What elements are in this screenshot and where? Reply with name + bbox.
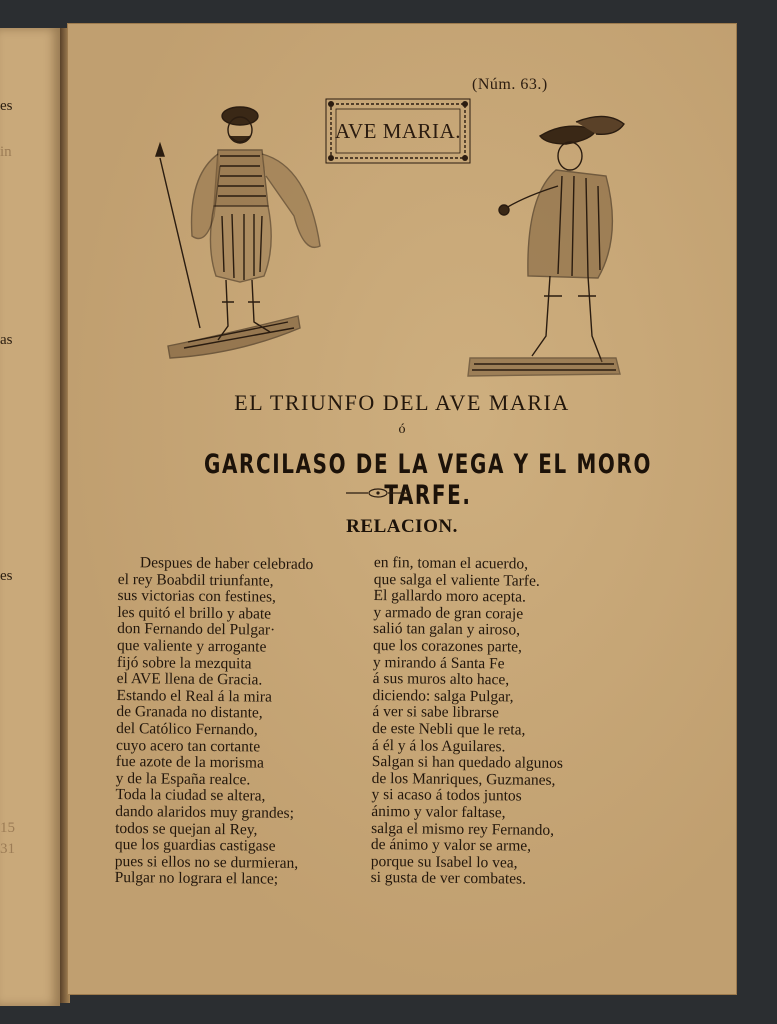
cartouche-label: AVE MARIA. xyxy=(335,118,461,143)
ornament-divider-icon xyxy=(344,486,412,500)
poem-line: diciendo: salga Pulgar, xyxy=(372,686,514,706)
poem-line: Toda la ciudad se altera, xyxy=(115,786,266,805)
poem-line: Salgan si han quedado algunos xyxy=(371,753,564,773)
poem-line: que valiente y arrogante xyxy=(116,636,267,656)
document-page xyxy=(68,24,736,994)
poem-line: Pulgar no lograra el lance; xyxy=(114,869,279,888)
poem-line: fijó sobre la mezquita xyxy=(116,653,252,672)
facing-page-fragment: in xyxy=(0,144,12,160)
facing-page-fragment: 15 xyxy=(0,820,15,836)
title-conjunction: ó xyxy=(398,422,406,437)
poem-line: de ánimo y valor se arme, xyxy=(370,836,532,855)
poem-line: todos se quejan al Rey, xyxy=(115,819,258,838)
poem-line: salga el mismo rey Fernando, xyxy=(371,819,555,839)
facing-page-fragment: as xyxy=(0,332,13,348)
poem-line: de los Manriques, Guzmanes, xyxy=(371,769,556,789)
poem-line: que los corazones parte, xyxy=(372,636,523,656)
knight-illustration-icon xyxy=(466,106,636,386)
poem-line: el AVE llena de Gracia. xyxy=(116,670,263,689)
section-heading: RELACION. xyxy=(346,516,458,537)
poem-line: en fin, toman el acuerdo, xyxy=(373,554,529,573)
warrior-illustration-icon xyxy=(148,96,328,366)
ave-maria-cartouche xyxy=(323,96,473,166)
facing-page-fragment: 31 xyxy=(0,841,15,857)
poem-line: salió tan galan y airoso, xyxy=(373,620,521,639)
poem-line: de Granada no distante, xyxy=(116,703,263,722)
issue-number: (Núm. 63.) xyxy=(472,76,548,93)
poem-line: pues si ellos no se durmieran, xyxy=(114,852,299,872)
poem-line: que salga el valiente Tarfe. xyxy=(373,570,540,590)
poem-line: les quitó el brillo y abate xyxy=(117,603,272,623)
poem-line: ánimo y valor faltase, xyxy=(371,802,506,822)
poem-line: que los guardias castigase xyxy=(114,836,276,855)
poem-line: á él y á los Aguilares. xyxy=(371,736,506,755)
facing-page-fragment: es xyxy=(0,568,13,584)
poem-line: de este Nebli que le reta, xyxy=(372,719,526,739)
poem-line: dando alaridos muy grandes; xyxy=(115,802,295,822)
poem-left-column xyxy=(115,555,314,889)
poem-line: y de la España realce. xyxy=(115,769,251,789)
poem-line: El gallardo moro acepta. xyxy=(373,587,527,606)
poem-line: si gusta de ver combates. xyxy=(370,869,527,888)
poem-line: á ver si sabe librarse xyxy=(372,703,499,722)
poem-line: y mirando á Santa Fe xyxy=(372,653,505,672)
poem-line: sus victorias con festines, xyxy=(117,587,277,606)
spanish-knight-woodcut xyxy=(466,106,636,386)
poem-line: y armado de gran coraje xyxy=(373,603,524,623)
poem-line: porque su Isabel lo vea, xyxy=(370,852,518,872)
poem-right-column xyxy=(371,555,566,889)
poem-line: fue azote de la morisma xyxy=(115,753,264,772)
poem-line: Despues de haber celebrado xyxy=(139,554,314,574)
poem-line: del Católico Fernando, xyxy=(116,719,258,739)
subtitle: GARCILASO DE LA VEGA Y EL MORO TARFE. xyxy=(203,449,653,511)
poem-line: cuyo acero tan cortante xyxy=(115,736,261,756)
moorish-warrior-woodcut xyxy=(148,96,328,366)
facing-page-fragment: es xyxy=(0,98,13,114)
poem-line: y si acaso á todos juntos xyxy=(371,786,522,805)
facing-page-edge xyxy=(0,28,60,1006)
poem-line: el rey Boabdil triunfante, xyxy=(117,570,274,590)
main-title: EL TRIUNFO DEL AVE MARIA xyxy=(234,390,570,415)
poem-line: á sus muros alto hace, xyxy=(372,670,510,689)
poem-line: Estando el Real á la mira xyxy=(116,686,272,706)
poem-line: don Fernando del Pulgar· xyxy=(117,620,276,640)
